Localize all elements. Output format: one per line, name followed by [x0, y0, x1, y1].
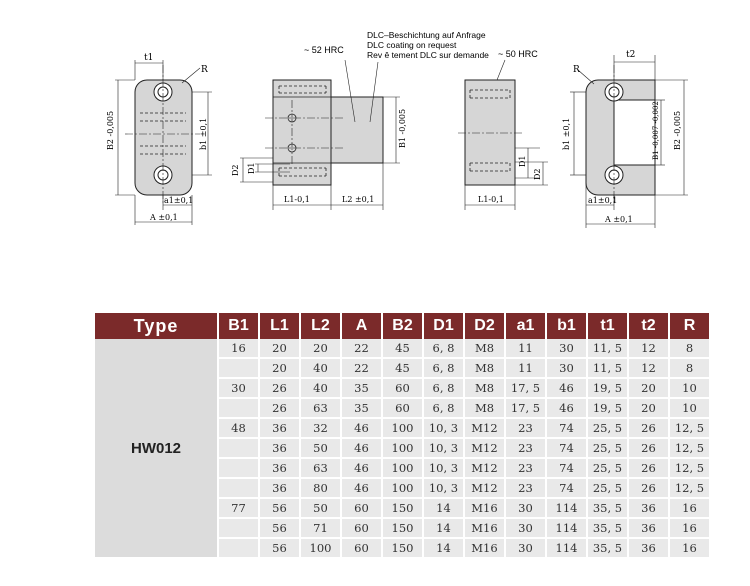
table-cell: 6, 8: [424, 339, 463, 359]
middle-slide-block: [331, 97, 383, 163]
right-side-view: [458, 60, 548, 210]
table-cell: 19, 5: [588, 399, 627, 419]
table-cell: 100: [383, 479, 422, 499]
table-cell: 6, 8: [424, 379, 463, 399]
table-cell: 60: [342, 539, 381, 559]
table-cell: 10, 3: [424, 459, 463, 479]
table-cell: 14: [424, 539, 463, 559]
table-cell: [219, 359, 258, 379]
note-50-hrc: ~ 50 HRC: [498, 49, 538, 59]
dim-b1-left: b1 ±0,1: [199, 117, 208, 150]
table-cell: 77: [219, 499, 258, 519]
table-cell: 12: [629, 359, 668, 379]
table-cell: 45: [383, 339, 422, 359]
spec-table-header: [95, 313, 709, 339]
table-cell: 36: [629, 539, 668, 559]
note-dlc-2: DLC coating on request: [367, 40, 457, 50]
table-cell: 56: [260, 539, 299, 559]
table-cell: 20: [629, 379, 668, 399]
col-header-b2: B2: [383, 313, 422, 339]
table-cell: 10, 3: [424, 479, 463, 499]
col-header-a: A: [342, 313, 381, 339]
table-cell: M8: [465, 399, 504, 419]
table-cell: 36: [260, 479, 299, 499]
table-cell: 71: [301, 519, 340, 539]
table-cell: 150: [383, 499, 422, 519]
table-cell: 20: [629, 399, 668, 419]
table-cell: 12, 5: [670, 459, 709, 479]
table-cell: 26: [260, 399, 299, 419]
table-cell: 50: [301, 499, 340, 519]
table-cell: 8: [670, 359, 709, 379]
table-cell: 46: [342, 459, 381, 479]
dim-a1-right: a1±0,1: [588, 196, 618, 205]
col-header-l1: L1: [260, 313, 299, 339]
table-cell: 12: [629, 339, 668, 359]
table-cell: 80: [301, 479, 340, 499]
dim-l1-mid: L1-0,1: [284, 195, 310, 204]
table-cell: [219, 479, 258, 499]
table-cell: 10, 3: [424, 439, 463, 459]
table-cell: 40: [301, 359, 340, 379]
dim-r-right: R: [573, 65, 580, 75]
table-cell: 25, 5: [588, 419, 627, 439]
table-cell: 30: [506, 499, 545, 519]
table-cell: 23: [506, 459, 545, 479]
table-cell: 14: [424, 519, 463, 539]
table-cell: 46: [342, 439, 381, 459]
table-cell: 10, 3: [424, 419, 463, 439]
table-row: [95, 339, 709, 359]
table-cell: 45: [383, 359, 422, 379]
table-cell: 36: [260, 419, 299, 439]
type-cell: HW012: [95, 339, 217, 559]
table-cell: 10: [670, 399, 709, 419]
table-cell: 6, 8: [424, 359, 463, 379]
table-cell: 23: [506, 419, 545, 439]
middle-clamp-block: [273, 80, 331, 185]
dim-d1-right: D1: [518, 155, 527, 167]
table-cell: 22: [342, 339, 381, 359]
dim-b1-right: b1 ±0,1: [562, 117, 571, 150]
col-header-d1: D1: [424, 313, 463, 339]
table-cell: 16: [670, 499, 709, 519]
table-cell: 35, 5: [588, 499, 627, 519]
table-cell: 20: [260, 359, 299, 379]
table-cell: M8: [465, 379, 504, 399]
table-cell: 46: [342, 479, 381, 499]
table-cell: 20: [301, 339, 340, 359]
table-cell: 32: [301, 419, 340, 439]
note-dlc-1: DLC–Beschichtung auf Anfrage: [367, 30, 486, 40]
col-header-l2: L2: [301, 313, 340, 339]
table-cell: 74: [547, 439, 586, 459]
table-cell: 26: [629, 479, 668, 499]
dim-b2-left: B2 -0,005: [106, 110, 115, 150]
spec-table-body: [95, 339, 709, 559]
table-cell: 100: [383, 419, 422, 439]
table-cell: 74: [547, 459, 586, 479]
table-cell: 40: [301, 379, 340, 399]
table-cell: 46: [547, 379, 586, 399]
table-cell: 63: [301, 399, 340, 419]
table-cell: 23: [506, 439, 545, 459]
table-cell: 35, 5: [588, 539, 627, 559]
table-cell: M12: [465, 479, 504, 499]
table-cell: 35: [342, 399, 381, 419]
dim-l1-right: L1-0,1: [478, 195, 504, 204]
col-header-type: Type: [95, 313, 217, 339]
table-cell: [219, 399, 258, 419]
table-cell: M16: [465, 539, 504, 559]
table-cell: 19, 5: [588, 379, 627, 399]
table-cell: 23: [506, 479, 545, 499]
table-cell: 114: [547, 499, 586, 519]
table-cell: 100: [301, 539, 340, 559]
table-cell: 26: [629, 439, 668, 459]
table-cell: 16: [670, 539, 709, 559]
note-52-hrc: ~ 52 HRC: [304, 45, 344, 55]
table-cell: 26: [260, 379, 299, 399]
table-cell: 114: [547, 519, 586, 539]
table-cell: 150: [383, 519, 422, 539]
table-cell: 46: [342, 419, 381, 439]
dim-l2-mid: L2 ±0,1: [342, 195, 375, 204]
table-cell: [219, 459, 258, 479]
col-header-t2: t2: [629, 313, 668, 339]
dim-a1-left: a1±0,1: [164, 196, 194, 205]
table-cell: 25, 5: [588, 459, 627, 479]
table-cell: [219, 519, 258, 539]
table-cell: 17, 5: [506, 379, 545, 399]
col-header-t1: t1: [588, 313, 627, 339]
table-cell: M16: [465, 519, 504, 539]
dim-t1: t1: [144, 53, 154, 63]
table-cell: M12: [465, 459, 504, 479]
table-cell: 20: [260, 339, 299, 359]
table-cell: [219, 439, 258, 459]
table-cell: 12, 5: [670, 439, 709, 459]
dim-a-right: A ±0,1: [605, 215, 633, 224]
table-cell: 10: [670, 379, 709, 399]
table-cell: 26: [629, 459, 668, 479]
dim-d2-right: D2: [533, 168, 542, 180]
table-cell: 30: [506, 519, 545, 539]
spec-table: [93, 313, 711, 559]
table-cell: 16: [670, 519, 709, 539]
col-header-d2: D2: [465, 313, 504, 339]
table-cell: 36: [629, 519, 668, 539]
table-cell: M12: [465, 419, 504, 439]
table-cell: 60: [383, 399, 422, 419]
table-cell: M8: [465, 359, 504, 379]
table-cell: 11, 5: [588, 359, 627, 379]
table-cell: 11: [506, 339, 545, 359]
table-cell: 11: [506, 359, 545, 379]
table-cell: [219, 539, 258, 559]
table-cell: 12, 5: [670, 479, 709, 499]
table-cell: 11, 5: [588, 339, 627, 359]
note-dlc-3: Rev ê tement DLC sur demande: [367, 50, 489, 60]
table-cell: 36: [260, 439, 299, 459]
table-cell: 56: [260, 499, 299, 519]
table-cell: 50: [301, 439, 340, 459]
col-header-r: R: [670, 313, 709, 339]
table-cell: 63: [301, 459, 340, 479]
table-cell: 30: [547, 359, 586, 379]
table-cell: 36: [629, 499, 668, 519]
table-cell: 100: [383, 439, 422, 459]
table-cell: 30: [219, 379, 258, 399]
table-cell: 26: [629, 419, 668, 439]
dim-d2-mid: D2: [231, 164, 240, 176]
table-cell: 56: [260, 519, 299, 539]
table-cell: M12: [465, 439, 504, 459]
dim-t2: t2: [626, 50, 636, 60]
table-cell: 74: [547, 419, 586, 439]
table-cell: 114: [547, 539, 586, 559]
table-cell: 60: [342, 519, 381, 539]
table-cell: 16: [219, 339, 258, 359]
table-cell: 6, 8: [424, 399, 463, 419]
table-cell: 36: [260, 459, 299, 479]
side-block: [465, 80, 515, 185]
table-cell: 60: [342, 499, 381, 519]
table-cell: 46: [547, 399, 586, 419]
dim-b1-tol-right: B1 -0,007 -0,002: [652, 101, 660, 160]
dim-r-left: R: [201, 65, 208, 75]
table-cell: 150: [383, 539, 422, 559]
col-header-b1: B1: [219, 313, 258, 339]
table-cell: M8: [465, 339, 504, 359]
table-cell: 25, 5: [588, 439, 627, 459]
col-header-a1-small: a1: [506, 313, 545, 339]
table-cell: 35: [342, 379, 381, 399]
dim-b2-right: B2 -0,005: [673, 110, 682, 150]
dim-b1-mid: B1 -0,005: [398, 108, 407, 148]
table-cell: 35, 5: [588, 519, 627, 539]
table-cell: 8: [670, 339, 709, 359]
table-cell: 48: [219, 419, 258, 439]
table-cell: 74: [547, 479, 586, 499]
table-cell: 30: [547, 339, 586, 359]
table-cell: 100: [383, 459, 422, 479]
table-cell: M16: [465, 499, 504, 519]
table-cell: 22: [342, 359, 381, 379]
table-cell: 14: [424, 499, 463, 519]
table-cell: 12, 5: [670, 419, 709, 439]
middle-view: [240, 60, 400, 210]
table-cell: 17, 5: [506, 399, 545, 419]
dim-d1-mid: D1: [247, 162, 256, 174]
dim-a-left: A ±0,1: [150, 213, 178, 222]
table-cell: 60: [383, 379, 422, 399]
col-header-b1-small: b1: [547, 313, 586, 339]
table-cell: 30: [506, 539, 545, 559]
table-cell: 25, 5: [588, 479, 627, 499]
